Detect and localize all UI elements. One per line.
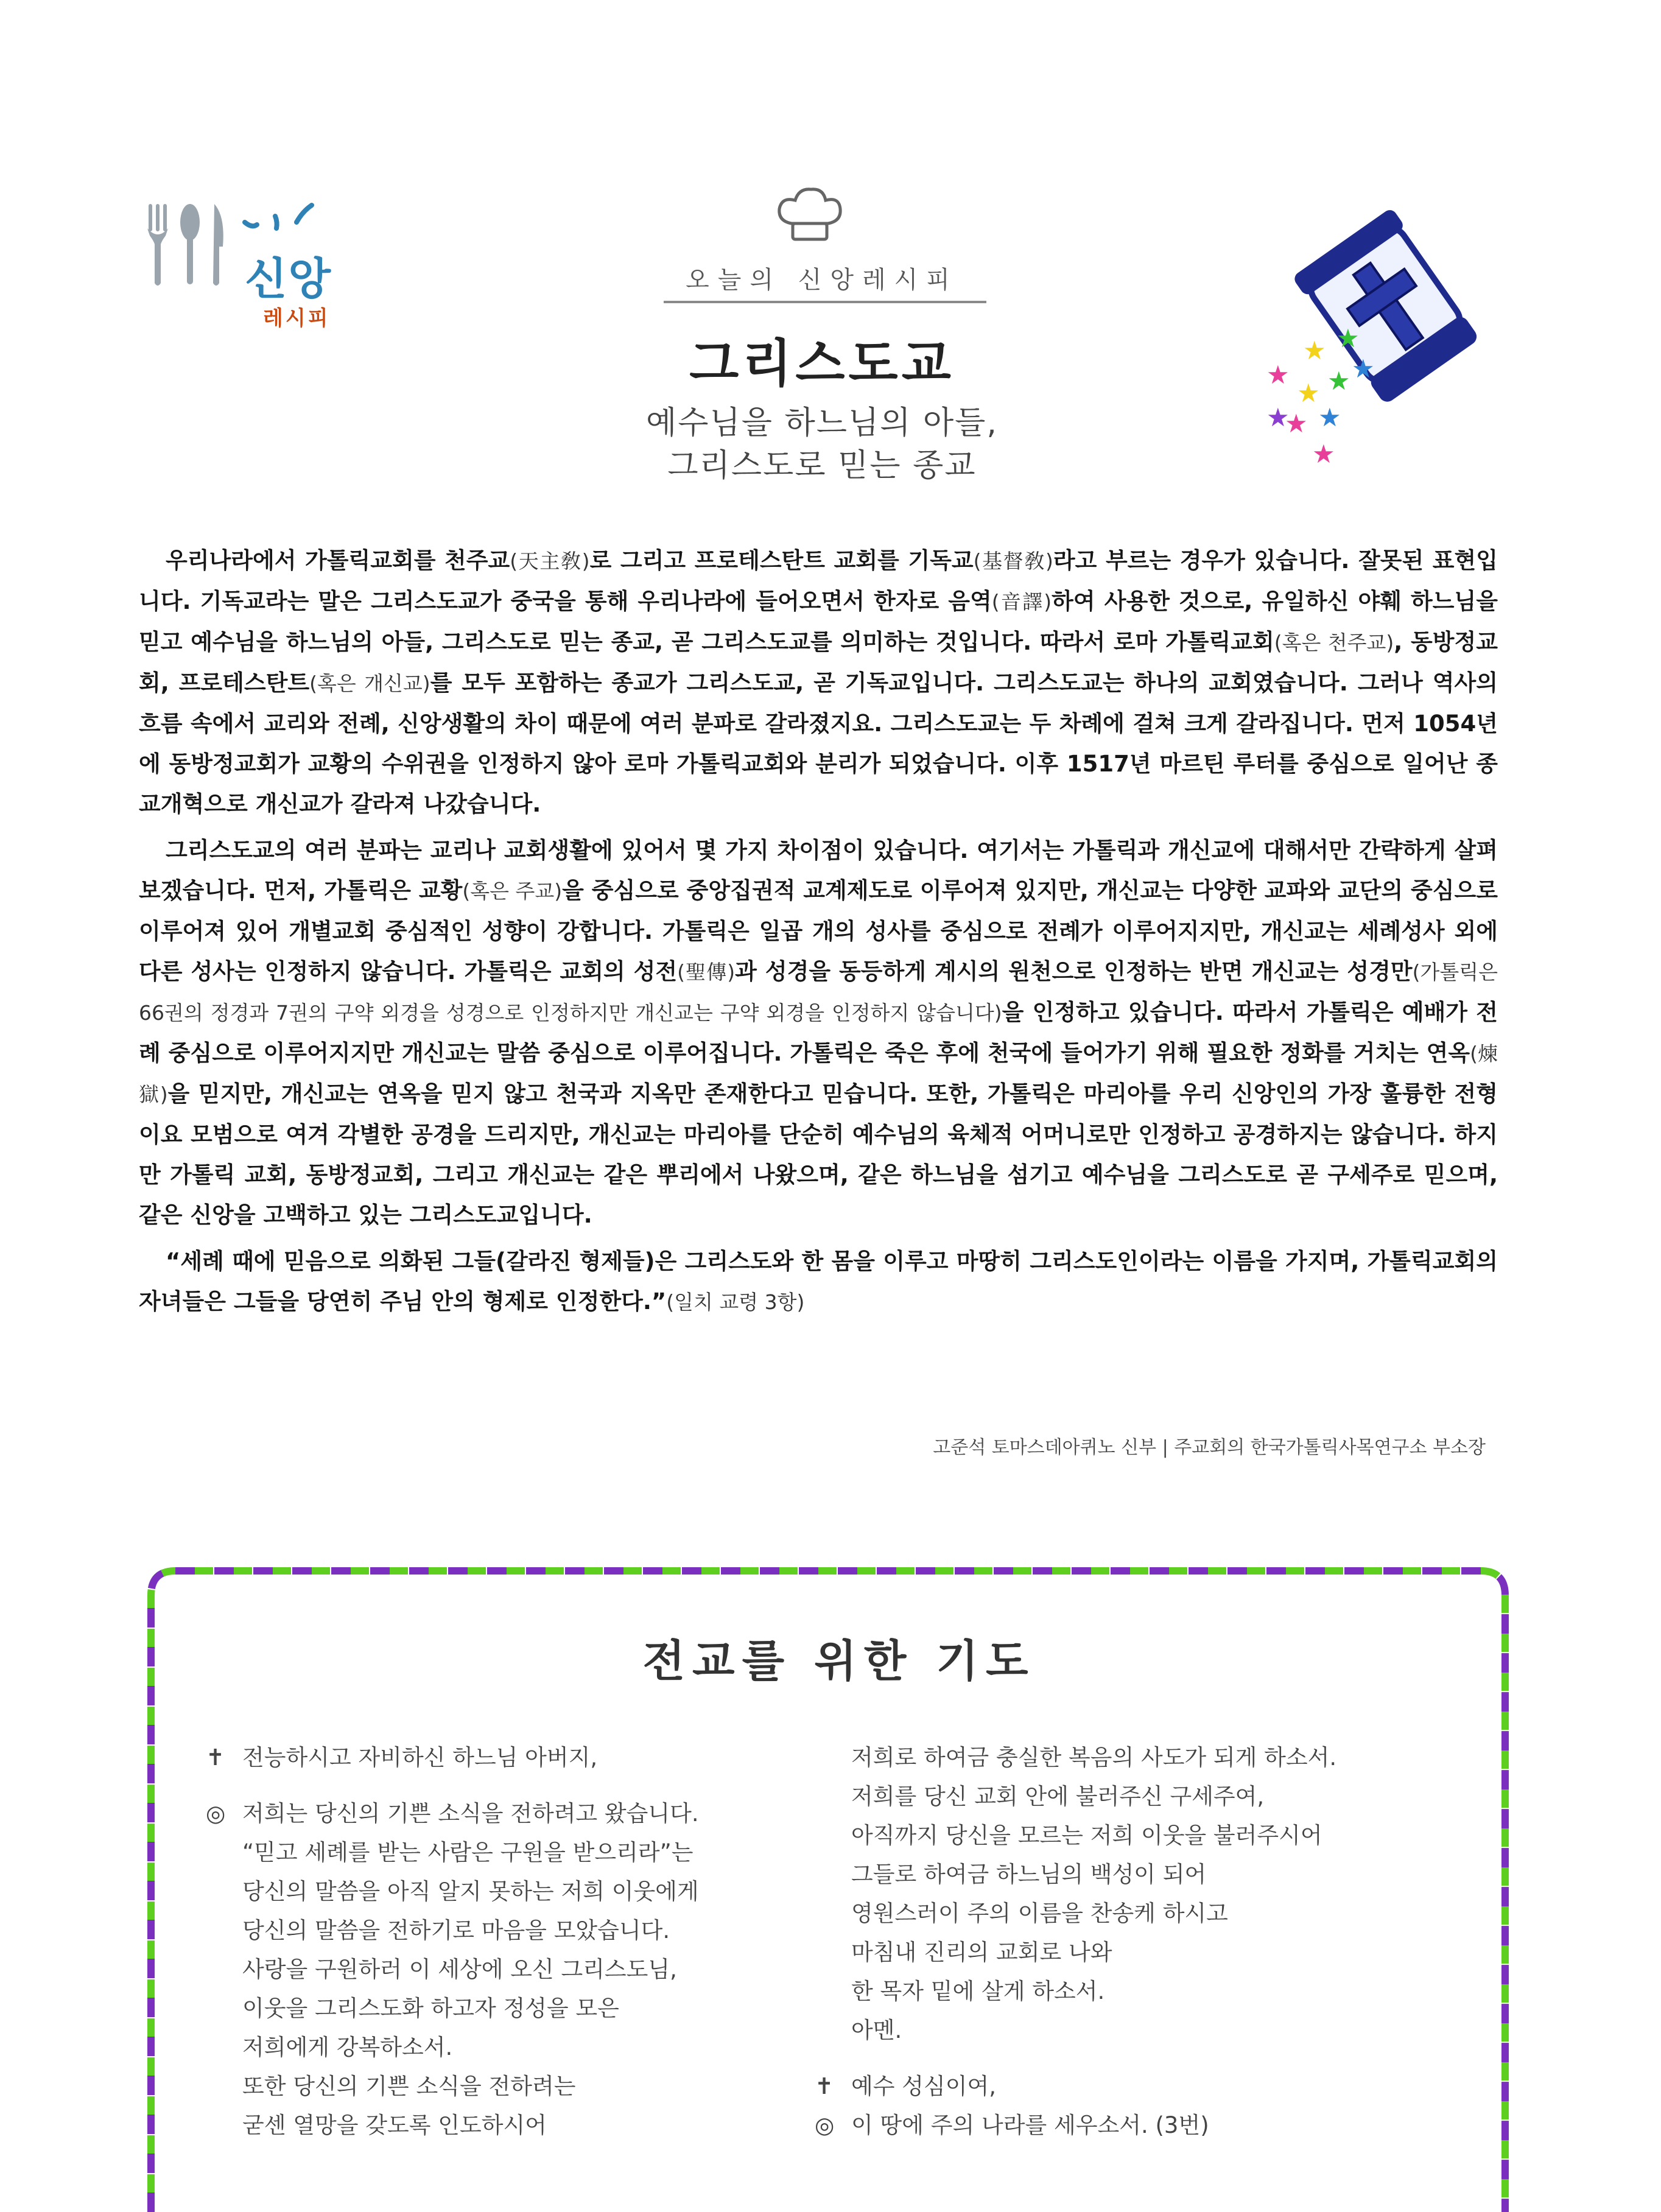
circle-icon: ◎: [815, 2112, 835, 2138]
prayer-column-right: [815, 1738, 1460, 2145]
star-icon: ★: [1352, 354, 1375, 384]
prayer-line: “믿고 세례를 받는 사람은 구원을 받으리라”는: [242, 1839, 694, 1866]
chef-hat-icon: [773, 186, 846, 247]
paragraph-2: 그리스도교의 여러 분파는 교리나 교회생활에 있어서 몇 가지 차이점이 있습니다. 여기서는 가톨릭과 개신교에 대해서만 간략하게 살펴보겠습니다. 먼저, 가톨릭은 교황(혹은 주교)을 중심으로 중앙집권적 교계제도로 이루어져 있지만, 개신교는 다양한 교파와 교단의 중심으로 이루어져 있어 개별교회 중심적인 성향이 강합니다. 가톨릭은 일곱 개의 성사를 중심으로 전례가 이루어지지만, 개신교는 세례성사 외에 다른 성사는 인정하지 않습니다. 가톨릭은 교회의 성전(聖傳)과 성경을 동등하게 계시의 원천으로 인정하는 반면 개신교는 성경만(가톨릭은 66권의 정경과 7권의 구약 외경을 성경으로 인정하지만 개신교는 구약 외경을 인정하지 않습니다)을 인정하고 있습니다. 따라서 가톨릭은 예배가 전례 중심으로 이루어지지만 개신교는 말씀 중심으로 이루어집니다. 가톨릭은 죽은 후에 천국에 들어가기 위해 필요한 정화를 거치는 연옥(煉獄)을 믿지만, 개신교는 연옥을 믿지 않고 천국과 지옥만 존재한다고 믿습니다. 또한, 가톨릭은 마리아를 우리 신앙인의 가장 훌륭한 전형이요 모범으로 여겨 각별한 공경을 드리지만, 개신교는 마리아를 단순히 예수님의 육체적 어머니로만 인정하고 공경하지는 않습니다. 하지만 가톨릭 교회, 동방정교회, 그리고 개신교는 같은 뿌리에서 나왔으며, 같은 하느님을 섬기고 예수님을 그리스도로 곧 구세주로 믿으며, 같은 신앙을 고백하고 있는 그리스도교입니다.: [139, 837, 1498, 1228]
sparkle-icon: [239, 198, 330, 241]
prayer-box: [139, 1559, 1517, 2212]
prayer-line: ✝ 예수 성심이여,: [815, 2067, 1460, 2106]
star-icon: ★: [1336, 323, 1360, 353]
page-subtitle: [560, 402, 1084, 487]
prayer-line: 마침내 진리의 교회로 나와: [851, 1939, 1112, 1965]
prayer-line: 그들로 하여금 하느님의 백성이 되어: [851, 1861, 1207, 1887]
prayer-line: 굳센 열망을 갖도록 인도하시어: [242, 2112, 547, 2138]
prayer-line: 아멘.: [851, 2017, 902, 2043]
paragraph-1: 우리나라에서 가톨릭교회를 천주교(天主敎)로 그리고 프로테스탄트 교회를 기독교(基督敎)라고 부르는 경우가 있습니다. 잘못된 표현입니다. 기독교라는 말은 그리스도교가 중국을 통해 우리나라에 들어오면서 한자로 음역(音譯)하여 사용한 것으로, 유일하신 야훼 하느님을 믿고 예수님을 하느님의 아들, 그리스도로 믿는 종교, 곧 그리스도교를 의미하는 것입니다. 따라서 로마 가톨릭교회(혹은 천주교), 동방정교회, 프로테스탄트(혹은 개신교)를 모두 포함하는 종교가 그리스도교, 곧 기독교입니다. 그리스도교는 하나의 교회였습니다. 그러나 역사의 흐름 속에서 교리와 전례, 신앙생활의 차이 때문에 여러 분파로 갈라졌지요. 그리스도교는 두 차례에 걸쳐 크게 갈라집니다. 먼저 1054년에 동방정교회가 교황의 수위권을 인정하지 않아 로마 가톨릭교회와 분리가 되었습니다. 이후 1517년 마르틴 루터를 중심으로 일어난 종교개혁으로 개신교가 갈라져 나갔습니다.: [139, 547, 1498, 817]
star-icon: ★: [1266, 360, 1290, 390]
prayer-line: 사랑을 구원하러 이 세상에 오신 그리스도님,: [242, 1956, 677, 1982]
quote-text: “세례 때에 믿음으로 의화된 그들(갈라진 형제들)은 그리스도와 한 몸을 이루고 마땅히 그리스도인이라는 이름을 가지며, 가톨릭교회의 자녀들은 그들을 당연히 주님 안의 형제로 인정한다.”: [139, 1248, 1498, 1315]
prayer-line: 아직까지 당신을 모르는 저희 이웃을 불러주시어: [851, 1822, 1322, 1849]
star-icon: ★: [1266, 402, 1290, 432]
circle-icon: ◎: [206, 1800, 226, 1827]
prayer-line: 이웃을 그리스도화 하고자 정성을 모은: [242, 1995, 619, 2021]
subtitle-line-2: 그리스도로 믿는 종교: [667, 448, 977, 484]
kicker-divider: [664, 301, 986, 303]
author-credit: 고준석 토마스데아퀴노 신부 | 주교회의 한국가톨릭사목연구소 부소장: [933, 1437, 1486, 1458]
article-body: [139, 541, 1498, 1329]
prayer-line: 저희로 하여금 충실한 복음의 사도가 되게 하소서.: [851, 1744, 1337, 1771]
star-icon: ★: [1297, 378, 1320, 408]
prayer-line: ◎ 이 땅에 주의 나라를 세우소서. (3번): [815, 2106, 1460, 2145]
prayer-line: 또한 당신의 기쁜 소식을 전하려는: [242, 2073, 576, 2099]
star-icon: ★: [1327, 366, 1350, 396]
star-icon: ★: [1312, 439, 1335, 469]
prayer-line: 영원스러이 주의 이름을 찬송케 하시고: [851, 1900, 1228, 1926]
prayer-line: 당신의 말씀을 아직 알지 못하는 저희 이웃에게: [242, 1878, 699, 1905]
star-icon: ★: [1303, 335, 1326, 365]
prayer-column-left: [206, 1738, 815, 2145]
logo-title: 신앙: [245, 253, 332, 304]
cross-icon: ✝: [815, 2073, 834, 2099]
quote-paragraph: [139, 1241, 1498, 1322]
prayer-line: 당신의 말씀을 전하기로 마음을 모았습니다.: [242, 1917, 670, 1943]
prayer-line: ✝ 전능하시고 자비하신 하느님 아버지,: [206, 1738, 815, 1777]
prayer-line: ◎ 저희는 당신의 기쁜 소식을 전하려고 왔습니다.: [206, 1794, 815, 1833]
subtitle-line-1: 예수님을 하느님의 아들,: [646, 405, 998, 441]
utensils-icon: [141, 198, 239, 289]
section-kicker: 오늘의 신앙레시피: [686, 266, 958, 294]
prayer-title: 전교를 위한 기도: [642, 1635, 1036, 1687]
logo-subtitle: 레시피: [263, 306, 331, 331]
star-icon: ★: [1285, 409, 1308, 438]
star-icon: ★: [1318, 402, 1341, 432]
prayer-line: 저희에게 강복하소서.: [242, 2034, 453, 2060]
prayer-line: 저희를 당신 교회 안에 불러주신 구세주여,: [851, 1783, 1265, 1810]
quote-source: (일치 교령 3항): [666, 1290, 805, 1314]
page-title: 그리스도교: [689, 334, 955, 393]
logo: [141, 198, 360, 338]
cross-icon: ✝: [206, 1744, 225, 1771]
salt-shaker-cross-icon: [1230, 207, 1486, 475]
prayer-line: 한 목자 밑에 살게 하소서.: [851, 1978, 1105, 2004]
